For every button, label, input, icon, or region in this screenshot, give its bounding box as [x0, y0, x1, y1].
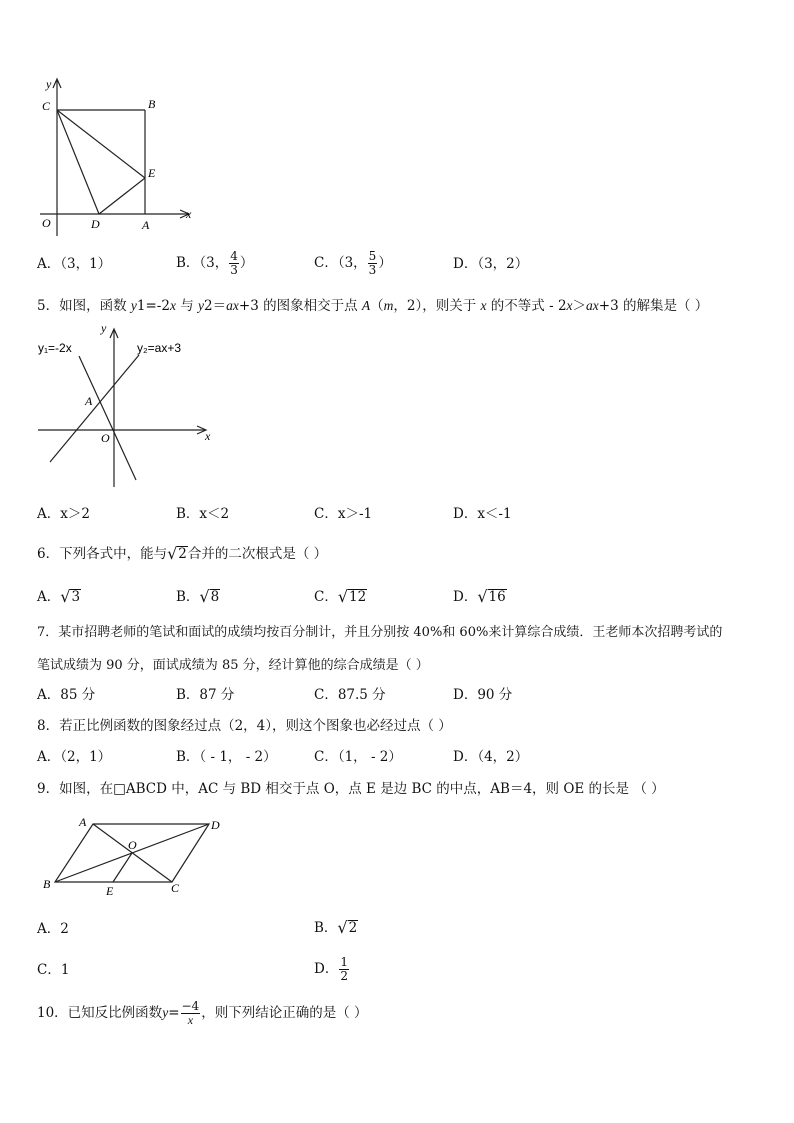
q6-option-c[interactable]: C． √ 12 [314, 587, 367, 606]
q6-option-d[interactable]: D． √ 16 [453, 587, 506, 606]
fraction-neg4-x: $\frac{-4}{x}$ [181, 998, 200, 1027]
label-b: B [148, 97, 156, 111]
q9-option-a[interactable]: A．2 [37, 921, 69, 937]
label-origin-o: O [101, 431, 110, 445]
q4-option-c[interactable]: C．（3， $\frac{5}{3}$ ） [314, 248, 392, 277]
q8-stem: 8．若正比例函数的图象经过点（2，4），则这个图象也必经过点（ ） [37, 718, 452, 734]
sqrt-2: √ 2 [167, 544, 187, 563]
label-d: D [211, 818, 220, 832]
q8-option-b[interactable]: B．（ - 1， - 2） [176, 749, 277, 765]
q7-stem-line1: 7．某市招聘老师的笔试和面试的成绩均按百分制计，并且分别按 40%和 60%来计算综合成绩．王老师本次招聘考试的 [37, 625, 723, 640]
fraction-5-3: $\frac{5}{3}$ [368, 248, 377, 277]
q8-option-c[interactable]: C．（1， - 2） [314, 749, 402, 765]
q7-option-a[interactable]: A．85 分 [37, 687, 96, 703]
label-o: O [42, 216, 51, 230]
q6-option-a[interactable]: A． √ 3 [37, 587, 81, 606]
label-d: D [91, 217, 100, 231]
q9-option-b[interactable]: B． √ 2 [314, 918, 358, 937]
label-a: A [79, 815, 87, 829]
label-line-y2: y₂=ax+3 [137, 341, 182, 355]
q6-option-b[interactable]: B． √ 8 [176, 587, 220, 606]
q5-stem: 5．如图，函数 y1=-2x 与 y2＝ax+3 的图象相交于点 A（m，2），则关于 x 的不等式 - 2x＞ax+3 的解集是（ ） [37, 298, 709, 314]
q5-option-c[interactable]: C．x＞-1 [314, 506, 373, 522]
label-e: E [148, 166, 156, 180]
q5-option-b[interactable]: B．x＜2 [176, 506, 230, 522]
q7-option-d[interactable]: D．90 分 [453, 687, 513, 703]
label-y: y [46, 77, 52, 91]
q9-option-d[interactable]: D． $\frac{1}{2}$ [314, 954, 348, 983]
label-o: O [128, 838, 137, 852]
q7-option-b[interactable]: B．87 分 [176, 687, 235, 703]
q4-option-d[interactable]: D．（3，2） [453, 256, 529, 272]
q8-option-a[interactable]: A．（2，1） [37, 749, 112, 765]
segment-oe [113, 853, 132, 882]
q6-stem: 6．下列各式中，能与 √ 2 合并的二次根式是（ ） [37, 544, 328, 563]
q9-option-c[interactable]: C．1 [37, 962, 70, 978]
label-x: x [186, 207, 192, 221]
label-point-a: A [85, 394, 93, 408]
q10-stem: 10．已知反比例函数 y = $\frac{-4}{x}$ ，则下列结论正确的是（ ） [37, 998, 368, 1027]
q4-option-b[interactable]: B．（3， $\frac{4}{3}$ ） [176, 248, 254, 277]
label-line-y1: y₁=-2x [38, 341, 72, 355]
label-a: A [142, 218, 150, 232]
q8-option-d[interactable]: D．（4，2） [453, 749, 529, 765]
q5-option-a[interactable]: A．x＞2 [37, 506, 90, 522]
label-e: E [106, 884, 114, 898]
label-b: B [43, 877, 51, 891]
q5-option-d[interactable]: D．x＜-1 [453, 506, 512, 522]
fraction-1-2: $\frac{1}{2}$ [340, 954, 348, 983]
q9-stem: 9．如图，在□ABCD 中，AC 与 BD 相交于点 O，点 E 是边 BC 的中点，AB＝4，则 OE 的长是 （ ） [37, 781, 665, 797]
label-c: C [171, 881, 180, 895]
q4-option-a[interactable]: A．（3，1） [37, 256, 112, 272]
label-y: y [101, 321, 107, 335]
label-x: x [205, 429, 211, 443]
q7-stem-line2: 笔试成绩为 90 分，面试成绩为 85 分，经计算他的综合成绩是（ ） [37, 658, 429, 673]
label-c: C [42, 99, 51, 113]
fraction-4-3: $\frac{4}{3}$ [230, 248, 238, 277]
q7-option-c[interactable]: C．87.5 分 [314, 687, 386, 703]
